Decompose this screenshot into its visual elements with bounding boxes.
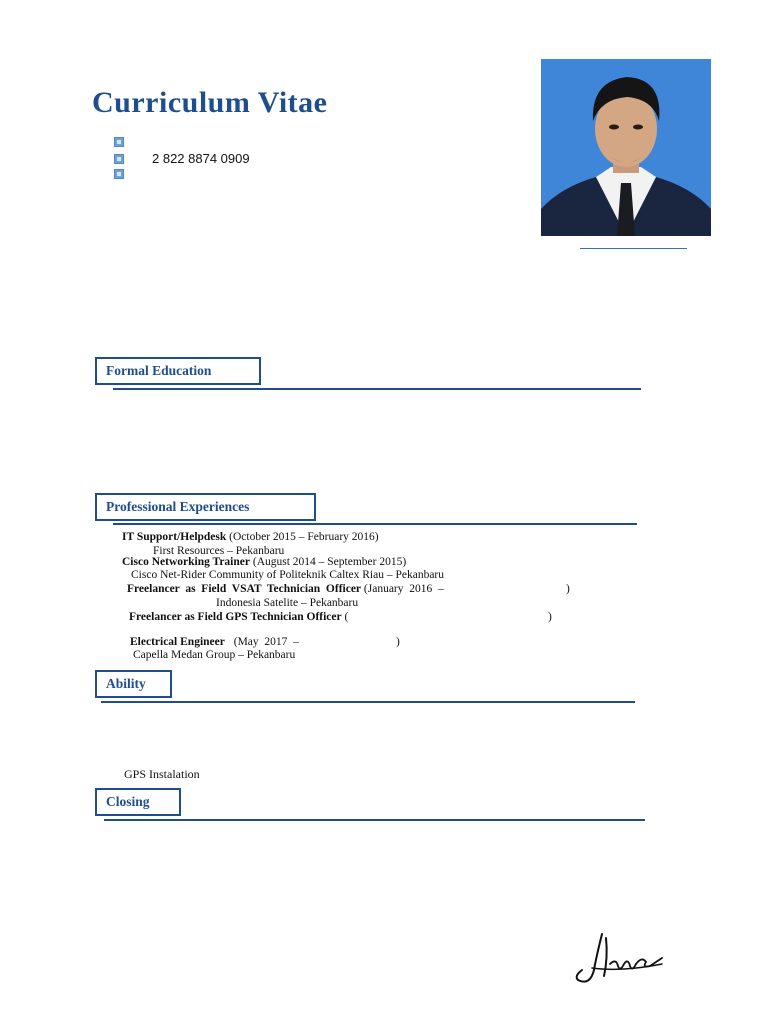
phone-icon xyxy=(114,154,124,164)
signature xyxy=(572,928,667,988)
ability-item: GPS Instalation xyxy=(124,767,200,781)
section-title: Closing xyxy=(106,794,150,809)
experience-role: Electrical Engineer xyxy=(130,636,225,648)
experience-role: Cisco Networking Trainer xyxy=(122,556,250,568)
experience-role: IT Support/Helpdesk xyxy=(122,531,227,543)
section-divider xyxy=(113,388,641,390)
section-closing xyxy=(95,788,181,816)
section-formal-education xyxy=(95,357,261,385)
section-ability xyxy=(95,670,172,698)
experience-period: ( xyxy=(344,611,349,623)
experience-period-end: ) xyxy=(396,636,400,648)
section-title: Professional Experiences xyxy=(106,499,250,514)
experience-period: (August 2014 – September 2015) xyxy=(252,556,407,568)
photo-caption-line xyxy=(580,248,687,249)
phone-number: 2 822 8874 0909 xyxy=(152,151,250,166)
location-icon xyxy=(114,169,124,179)
experience-item xyxy=(127,584,444,596)
section-divider xyxy=(101,701,635,703)
profile-photo xyxy=(541,59,711,236)
section-professional-experiences xyxy=(95,493,316,521)
experience-period: (January 2016 – xyxy=(363,583,444,595)
experience-org: Indonesia Satelite – Pekanbaru xyxy=(216,597,359,609)
experience-item xyxy=(122,557,406,569)
experience-org: Cisco Net-Rider Community of Politeknik Caltex Riau – Pekanbaru xyxy=(131,569,445,581)
experience-org: First Resources – Pekanbaru xyxy=(153,545,285,557)
experience-item xyxy=(129,612,348,624)
experience-item xyxy=(122,532,379,544)
portrait-illustration xyxy=(541,59,711,236)
page-title: Curriculum Vitae xyxy=(92,86,328,119)
experience-org: Capella Medan Group – Pekanbaru xyxy=(133,649,296,661)
experience-item xyxy=(130,637,299,649)
section-title: Formal Education xyxy=(106,363,212,378)
experience-period-end: ) xyxy=(566,583,570,595)
experience-period: (October 2015 – February 2016) xyxy=(229,531,379,543)
experience-role: Freelancer as Field GPS Technician Officer xyxy=(129,611,342,623)
section-divider xyxy=(104,819,645,821)
experience-role: Freelancer as Field VSAT Technician Officer xyxy=(127,583,362,595)
section-divider xyxy=(113,523,637,525)
email-icon xyxy=(114,137,124,147)
section-title: Ability xyxy=(106,676,146,691)
experience-period-end: ) xyxy=(548,611,552,623)
experience-period: (May 2017 – xyxy=(233,636,299,648)
